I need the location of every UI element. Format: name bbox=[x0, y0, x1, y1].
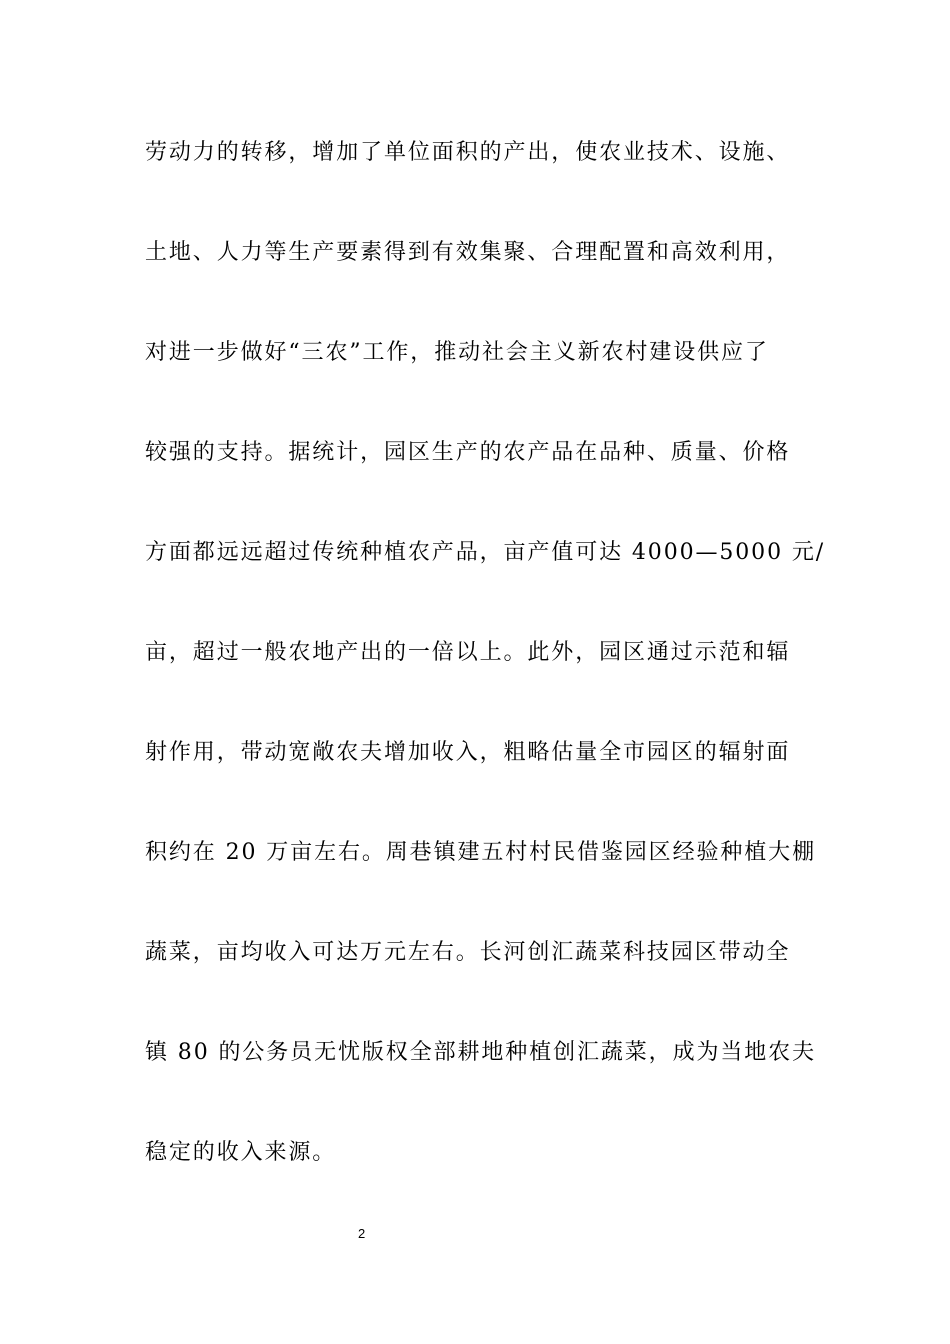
text-line-11: 稳定的收入来源。 bbox=[145, 1140, 337, 1165]
body-text bbox=[145, 128, 825, 1228]
page-number: 2 bbox=[358, 1226, 366, 1241]
text-line-9: 蔬菜，亩均收入可达万元左右。长河创汇蔬菜科技园区带动全 bbox=[145, 940, 791, 965]
text-line-10: 镇 80 的公务员无忧版权全部耕地种植创汇蔬菜，成为当地农夫 bbox=[145, 1040, 816, 1065]
text-line-5: 方面都远远超过传统种植农产品，亩产值可达 4000—5000 元/ bbox=[145, 540, 826, 565]
text-line-2: 土地、人力等生产要素得到有效集聚、合理配置和高效利用， bbox=[145, 240, 791, 265]
text-line-3: 对进一步做好“三农”工作，推动社会主义新农村建设供应了 bbox=[145, 340, 769, 365]
text-line-4: 较强的支持。据统计，园区生产的农产品在品种、质量、价格 bbox=[145, 440, 791, 465]
text-line-6: 亩，超过一般农地产出的一倍以上。此外，园区通过示范和辐 bbox=[145, 640, 791, 665]
text-line-1: 劳动力的转移，增加了单位面积的产出，使农业技术、设施、 bbox=[145, 140, 791, 165]
text-line-8: 积约在 20 万亩左右。周巷镇建五村村民借鉴园区经验种植大棚 bbox=[145, 840, 816, 865]
text-line-7: 射作用，带动宽敞农夫增加收入，粗略估量全市园区的辐射面 bbox=[145, 740, 791, 765]
